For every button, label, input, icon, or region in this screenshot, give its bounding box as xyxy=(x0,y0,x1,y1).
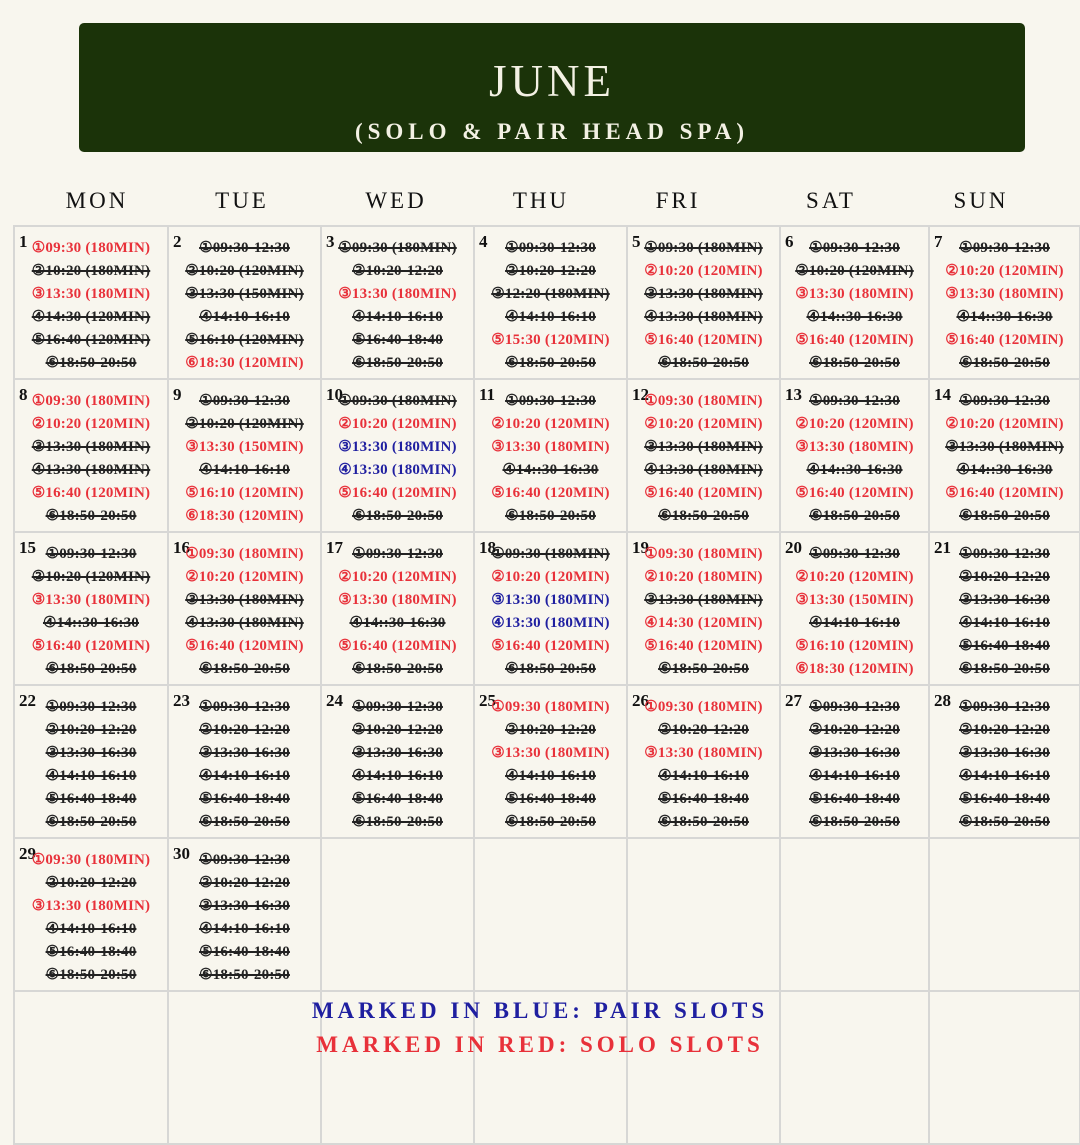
day-cell xyxy=(930,227,1079,378)
solo-slot[interactable]: ②10:20 (120MIN) xyxy=(31,416,151,432)
booked-slot: ④14:10-16:10 xyxy=(45,768,137,784)
slot-list xyxy=(15,543,167,681)
solo-slot[interactable]: ②10:20 (120MIN) xyxy=(491,416,610,432)
empty-cell xyxy=(930,839,1079,990)
solo-slot[interactable]: ③13:30 (180MIN) xyxy=(644,745,763,761)
day-cell xyxy=(169,533,320,684)
weekday-fri: FRI xyxy=(655,188,701,213)
booked-slot: ⑥18:50-20:50 xyxy=(959,661,1050,677)
solo-slot[interactable]: ⑤16:40 (120MIN) xyxy=(31,485,151,501)
booked-slot: ③13:30-16:30 xyxy=(199,898,290,914)
booked-slot: ④14::30-16:30 xyxy=(42,615,140,631)
booked-slot: ④14::30-16:30 xyxy=(806,462,903,478)
booked-slot: ⑥18:50-20:50 xyxy=(352,661,443,677)
day-number: 3 xyxy=(326,232,335,251)
day-number: 13 xyxy=(785,385,802,404)
booked-slot: ④14:10-16:10 xyxy=(199,462,290,478)
solo-slot[interactable]: ③13:30 (180MIN) xyxy=(338,286,457,302)
booked-slot: ①09:30-12:30 xyxy=(809,699,900,715)
slot-list xyxy=(475,696,626,834)
booked-slot: ⑥18:50-20:50 xyxy=(352,355,443,371)
booked-slot: ④14:10-16:10 xyxy=(505,309,596,325)
booked-slot: ⑥18:50-20:50 xyxy=(45,814,137,830)
slot-list xyxy=(169,849,320,987)
booked-slot: ①09:30-12:30 xyxy=(505,393,596,409)
booked-slot: ⑥18:50-20:50 xyxy=(199,967,290,983)
slot-list xyxy=(628,696,779,834)
solo-slot[interactable]: ⑤16:10 (120MIN) xyxy=(185,485,304,501)
month-title: JUNE xyxy=(489,56,615,106)
solo-slot[interactable]: ①09:30 (180MIN) xyxy=(185,546,304,562)
booked-slot: ③13:30-16:30 xyxy=(45,745,137,761)
slot-list xyxy=(475,543,626,681)
day-number: 23 xyxy=(173,691,190,710)
solo-slot[interactable]: ⑤16:40 (120MIN) xyxy=(644,332,763,348)
day-number: 27 xyxy=(785,691,802,710)
day-cell xyxy=(628,686,779,837)
booked-slot: ③13:30 (180MIN) xyxy=(644,439,763,455)
booked-slot: ③13:30 (180MIN) xyxy=(185,592,304,608)
booked-slot: ④13:30 (180MIN) xyxy=(185,615,304,631)
booked-slot: ①09:30 (180MIN) xyxy=(491,546,610,562)
booked-slot: ⑤16:40-18:40 xyxy=(505,791,596,807)
day-number: 25 xyxy=(479,691,496,710)
empty-cell xyxy=(628,839,779,990)
solo-slot[interactable]: ⑤16:40 (120MIN) xyxy=(644,485,763,501)
booked-slot: ①09:30-12:30 xyxy=(505,240,596,256)
booked-slot: ⑥18:50-20:50 xyxy=(809,814,900,830)
booked-slot: ②10:20-12:20 xyxy=(199,875,290,891)
day-number: 14 xyxy=(934,385,951,404)
solo-slot[interactable]: ⑤16:40 (120MIN) xyxy=(795,485,914,501)
day-cell xyxy=(15,227,167,378)
day-number: 21 xyxy=(934,538,951,557)
booked-slot: ①09:30 (180MIN) xyxy=(338,393,457,409)
slot-list xyxy=(15,696,167,834)
booked-slot: ⑥18:50-20:50 xyxy=(45,508,137,524)
slot-list xyxy=(781,237,928,375)
booked-slot: ⑥18:50-20:50 xyxy=(45,661,137,677)
solo-slot[interactable]: ②10:20 (120MIN) xyxy=(644,263,763,279)
day-number: 22 xyxy=(19,691,36,710)
title-banner xyxy=(79,23,1025,152)
solo-slot[interactable]: ②10:20 (120MIN) xyxy=(644,416,763,432)
solo-slot[interactable]: ⑤16:40 (120MIN) xyxy=(644,638,763,654)
solo-slot[interactable]: ③13:30 (150MIN) xyxy=(795,592,914,608)
solo-slot[interactable]: ③13:30 (180MIN) xyxy=(31,898,151,914)
booked-slot: ⑥18:50-20:50 xyxy=(505,508,596,524)
booked-slot: ①09:30-12:30 xyxy=(199,240,290,256)
booked-slot: ⑥18:50-20:50 xyxy=(959,355,1050,371)
day-cell xyxy=(169,227,320,378)
solo-slot[interactable]: ③13:30 (180MIN) xyxy=(491,745,610,761)
slot-list xyxy=(781,390,928,528)
solo-slot[interactable]: ①09:30 (180MIN) xyxy=(644,393,763,409)
booked-slot: ②10:20-12:20 xyxy=(959,722,1050,738)
day-cell xyxy=(781,533,928,684)
solo-slot[interactable]: ⑤16:40 (120MIN) xyxy=(185,638,304,654)
booked-slot: ⑤16:40-18:40 xyxy=(352,791,443,807)
empty-cell xyxy=(781,839,928,990)
booked-slot: ③13:30 (150MIN) xyxy=(185,286,304,302)
solo-slot[interactable]: ②10:20 (120MIN) xyxy=(491,569,610,585)
booked-slot: ②10:20 (120MIN) xyxy=(795,263,914,279)
slot-list xyxy=(781,543,928,681)
booked-slot: ④14::30-16:30 xyxy=(956,462,1053,478)
booked-slot: ②10:20-12:20 xyxy=(505,263,596,279)
day-cell xyxy=(628,380,779,531)
solo-slot[interactable]: ⑤15:30 (120MIN) xyxy=(491,332,610,348)
weekday-sun: SUN xyxy=(953,188,1009,213)
booked-slot: ①09:30-12:30 xyxy=(959,546,1050,562)
booked-slot: ⑥18:50-20:50 xyxy=(658,508,749,524)
booked-slot: ⑤16:40-18:40 xyxy=(199,944,290,960)
solo-slot[interactable]: ⑥18:30 (120MIN) xyxy=(185,508,304,524)
booked-slot: ⑥18:50-20:50 xyxy=(199,814,290,830)
empty-cell xyxy=(475,839,626,990)
solo-slot[interactable]: ②10:20 (120MIN) xyxy=(338,569,457,585)
booked-slot: ①09:30-12:30 xyxy=(199,393,290,409)
slot-list xyxy=(322,696,473,834)
day-cell xyxy=(628,227,779,378)
slot-list xyxy=(322,390,473,528)
day-cell xyxy=(930,380,1079,531)
day-cell xyxy=(628,533,779,684)
pair-slot[interactable]: ④13:30 (180MIN) xyxy=(338,462,457,478)
booked-slot: ⑥18:50-20:50 xyxy=(45,355,137,371)
solo-slot[interactable]: ③13:30 (180MIN) xyxy=(31,592,151,608)
solo-slot[interactable]: ②10:20 (180MIN) xyxy=(644,569,763,585)
weekday-mon: MON xyxy=(65,188,129,213)
slot-list xyxy=(322,237,473,375)
booked-slot: ①09:30-12:30 xyxy=(809,240,900,256)
booked-slot: ④13:30 (180MIN) xyxy=(644,462,763,478)
solo-slot[interactable]: ③13:30 (180MIN) xyxy=(338,592,457,608)
booked-slot: ⑥18:50-20:50 xyxy=(658,814,749,830)
day-number: 17 xyxy=(326,538,343,557)
day-cell xyxy=(322,380,473,531)
day-cell xyxy=(475,686,626,837)
booked-slot: ②10:20 (120MIN) xyxy=(31,569,151,585)
booked-slot: ⑥18:50-20:50 xyxy=(352,508,443,524)
booked-slot: ①09:30-12:30 xyxy=(45,699,137,715)
booked-slot: ②10:20 (120MIN) xyxy=(185,416,304,432)
booked-slot: ⑥18:50-20:50 xyxy=(45,967,137,983)
slot-list xyxy=(322,543,473,681)
day-number: 30 xyxy=(173,844,190,863)
day-number: 18 xyxy=(479,538,496,557)
day-number: 29 xyxy=(19,844,36,863)
solo-slot[interactable]: ②10:20 (120MIN) xyxy=(795,416,914,432)
day-number: 5 xyxy=(632,232,641,251)
solo-slot[interactable]: ⑤16:40 (120MIN) xyxy=(491,485,610,501)
booked-slot: ①09:30-12:30 xyxy=(45,546,137,562)
day-cell xyxy=(322,686,473,837)
legend-solo: MARKED IN RED: SOLO SLOTS xyxy=(316,1032,764,1057)
day-cell xyxy=(930,533,1079,684)
booked-slot: ②10:20-12:20 xyxy=(199,722,290,738)
weekday-sat: SAT xyxy=(806,188,856,213)
booked-slot: ③12:20 (180MIN) xyxy=(491,286,610,302)
slot-list xyxy=(475,237,626,375)
day-number: 1 xyxy=(19,232,28,251)
booked-slot: ①09:30-12:30 xyxy=(959,699,1050,715)
booked-slot: ④13:30 (180MIN) xyxy=(644,309,763,325)
booked-slot: ⑤16:40-18:40 xyxy=(809,791,900,807)
booked-slot: ⑤16:10 (120MIN) xyxy=(185,332,304,348)
solo-slot[interactable]: ⑤16:40 (120MIN) xyxy=(31,638,151,654)
solo-slot[interactable]: ②10:20 (120MIN) xyxy=(945,263,1064,279)
booked-slot: ⑥18:50-20:50 xyxy=(505,355,596,371)
solo-slot[interactable]: ⑤16:10 (120MIN) xyxy=(795,638,914,654)
booked-slot: ⑥18:50-20:50 xyxy=(959,814,1050,830)
weekday-wed: WED xyxy=(365,188,427,213)
slot-list xyxy=(628,390,779,528)
booked-slot: ②10:20 (120MIN) xyxy=(185,263,304,279)
booked-slot: ④14:10-16:10 xyxy=(809,768,900,784)
booked-slot: ④14:10-16:10 xyxy=(658,768,749,784)
solo-slot[interactable]: ②10:20 (120MIN) xyxy=(795,569,914,585)
booked-slot: ①09:30-12:30 xyxy=(959,393,1050,409)
booked-slot: ④14:10-16:10 xyxy=(959,768,1050,784)
day-number: 12 xyxy=(632,385,649,404)
slot-list xyxy=(15,849,167,987)
solo-slot[interactable]: ③13:30 (180MIN) xyxy=(491,439,610,455)
solo-slot[interactable]: ③13:30 (180MIN) xyxy=(945,286,1064,302)
booked-slot: ③13:30-16:30 xyxy=(352,745,443,761)
day-cell xyxy=(15,686,167,837)
booked-slot: ⑥18:50-20:50 xyxy=(658,355,749,371)
booked-slot: ③13:30-16:30 xyxy=(809,745,900,761)
day-number: 19 xyxy=(632,538,649,557)
slot-list xyxy=(930,237,1079,375)
booked-slot: ③13:30-16:30 xyxy=(959,745,1050,761)
slot-list xyxy=(628,237,779,375)
solo-slot[interactable]: ③13:30 (150MIN) xyxy=(185,439,304,455)
booked-slot: ⑤16:40-18:40 xyxy=(658,791,749,807)
booked-slot: ④14::30-16:30 xyxy=(349,615,446,631)
booked-slot: ②10:20-12:20 xyxy=(959,569,1050,585)
booked-slot: ③13:30 (180MIN) xyxy=(644,592,763,608)
day-number: 10 xyxy=(326,385,343,404)
solo-slot[interactable]: ①09:30 (180MIN) xyxy=(644,699,763,715)
day-number: 16 xyxy=(173,538,190,557)
booked-slot: ②10:20-12:20 xyxy=(505,722,596,738)
solo-slot[interactable]: ①09:30 (180MIN) xyxy=(491,699,610,715)
booked-slot: ④14:10-16:10 xyxy=(45,921,137,937)
booked-slot: ①09:30-12:30 xyxy=(809,546,900,562)
booked-slot: ④14::30-16:30 xyxy=(502,462,599,478)
day-cell xyxy=(15,533,167,684)
slot-list xyxy=(930,696,1079,834)
booked-slot: ①09:30-12:30 xyxy=(199,852,290,868)
booked-slot: ③13:30 (180MIN) xyxy=(945,439,1064,455)
booked-slot: ②10:20-12:20 xyxy=(352,263,443,279)
day-number: 11 xyxy=(479,385,496,404)
booked-slot: ③13:30-16:30 xyxy=(199,745,290,761)
slot-list xyxy=(475,390,626,528)
day-cell xyxy=(781,686,928,837)
booked-slot: ③13:30 (180MIN) xyxy=(644,286,763,302)
booked-slot: ③13:30 (180MIN) xyxy=(31,439,151,455)
solo-slot[interactable]: ②10:20 (120MIN) xyxy=(185,569,304,585)
booked-slot: ⑤16:40 (120MIN) xyxy=(31,332,151,348)
booked-slot: ①09:30-12:30 xyxy=(199,699,290,715)
day-cell xyxy=(15,839,167,990)
day-cell xyxy=(322,533,473,684)
booked-slot: ④13:30 (180MIN) xyxy=(31,462,151,478)
pair-slot[interactable]: ③13:30 (180MIN) xyxy=(491,592,610,608)
booked-slot: ①09:30 (180MIN) xyxy=(644,240,763,256)
schedule-subtitle: (SOLO & PAIR HEAD SPA) xyxy=(354,119,750,144)
day-number: 7 xyxy=(934,232,943,251)
day-cell xyxy=(781,380,928,531)
day-cell xyxy=(475,380,626,531)
weekday-tue: TUE xyxy=(215,188,269,213)
day-cell xyxy=(322,227,473,378)
day-number: 15 xyxy=(19,538,36,557)
booked-slot: ④14:30 (120MIN) xyxy=(31,309,151,325)
solo-slot[interactable]: ①09:30 (180MIN) xyxy=(644,546,763,562)
booked-slot: ⑥18:50-20:50 xyxy=(505,814,596,830)
slot-list xyxy=(169,543,320,681)
day-cell xyxy=(930,686,1079,837)
solo-slot[interactable]: ③13:30 (180MIN) xyxy=(31,286,151,302)
booked-slot: ⑤16:40-18:40 xyxy=(199,791,290,807)
booked-slot: ②10:20 (180MIN) xyxy=(31,263,151,279)
slot-list xyxy=(628,543,779,681)
day-cell xyxy=(169,839,320,990)
booked-slot: ②10:20-12:20 xyxy=(352,722,443,738)
solo-slot[interactable]: ①09:30 (180MIN) xyxy=(31,393,151,409)
solo-slot[interactable]: ⑤16:40 (120MIN) xyxy=(795,332,914,348)
booked-slot: ①09:30 (180MIN) xyxy=(338,240,457,256)
slot-list xyxy=(169,390,320,528)
day-cell xyxy=(475,227,626,378)
day-number: 4 xyxy=(479,232,488,251)
slot-list xyxy=(15,390,167,528)
solo-slot[interactable]: ②10:20 (120MIN) xyxy=(338,416,457,432)
day-number: 8 xyxy=(19,385,28,404)
booked-slot: ⑥18:50-20:50 xyxy=(352,814,443,830)
day-cell xyxy=(15,380,167,531)
solo-slot[interactable]: ③13:30 (180MIN) xyxy=(795,286,914,302)
day-cell xyxy=(781,227,928,378)
day-cell xyxy=(475,533,626,684)
booked-slot: ④14:10-16:10 xyxy=(199,921,290,937)
weekday-thu: THU xyxy=(512,188,570,213)
day-number: 2 xyxy=(173,232,182,251)
day-number: 6 xyxy=(785,232,794,251)
booked-slot: ⑥18:50-20:50 xyxy=(199,661,290,677)
booked-slot: ①09:30-12:30 xyxy=(352,546,443,562)
day-number: 9 xyxy=(173,385,182,404)
day-cell xyxy=(169,380,320,531)
booked-slot: ⑤16:40-18:40 xyxy=(959,791,1050,807)
booked-slot: ④14:10-16:10 xyxy=(352,309,443,325)
solo-slot[interactable]: ①09:30 (180MIN) xyxy=(31,240,151,256)
solo-slot[interactable]: ⑤16:40 (120MIN) xyxy=(338,485,457,501)
booked-slot: ④14:10-16:10 xyxy=(352,768,443,784)
slot-list xyxy=(781,696,928,834)
booked-slot: ⑥18:50-20:50 xyxy=(809,508,900,524)
legend-pair: MARKED IN BLUE: PAIR SLOTS xyxy=(311,998,769,1023)
booked-slot: ④14:10-16:10 xyxy=(199,309,290,325)
solo-slot[interactable]: ②10:20 (120MIN) xyxy=(945,416,1064,432)
pair-slot[interactable]: ③13:30 (180MIN) xyxy=(338,439,457,455)
booked-slot: ④14:10-16:10 xyxy=(959,615,1050,631)
solo-slot[interactable]: ⑤16:40 (120MIN) xyxy=(945,485,1064,501)
booked-slot: ④14::30-16:30 xyxy=(956,309,1053,325)
booked-slot: ①09:30-12:30 xyxy=(959,240,1050,256)
booked-slot: ⑤16:40-18:40 xyxy=(45,791,137,807)
day-number: 20 xyxy=(785,538,802,557)
booked-slot: ④14:10-16:10 xyxy=(505,768,596,784)
solo-slot[interactable]: ⑤16:40 (120MIN) xyxy=(491,638,610,654)
solo-slot[interactable]: ④14:30 (120MIN) xyxy=(644,615,763,631)
booked-slot: ④14:10-16:10 xyxy=(199,768,290,784)
booked-slot: ④14:10-16:10 xyxy=(809,615,900,631)
booked-slot: ①09:30-12:30 xyxy=(352,699,443,715)
slot-list xyxy=(15,237,167,375)
booked-slot: ⑤16:40-18:40 xyxy=(352,332,443,348)
solo-slot[interactable]: ⑤16:40 (120MIN) xyxy=(945,332,1064,348)
booked-slot: ①09:30-12:30 xyxy=(809,393,900,409)
slot-list xyxy=(169,237,320,375)
booked-slot: ⑤16:40-18:40 xyxy=(959,638,1050,654)
booked-slot: ②10:20-12:20 xyxy=(658,722,749,738)
solo-slot[interactable]: ⑤16:40 (120MIN) xyxy=(338,638,457,654)
slot-list xyxy=(930,543,1079,681)
day-number: 24 xyxy=(326,691,343,710)
empty-cell xyxy=(322,839,473,990)
solo-slot[interactable]: ⑥18:30 (120MIN) xyxy=(795,661,914,677)
day-cell xyxy=(169,686,320,837)
booked-slot: ⑥18:50-20:50 xyxy=(959,508,1050,524)
booked-slot: ②10:20-12:20 xyxy=(809,722,900,738)
slot-list xyxy=(930,390,1079,528)
booked-slot: ⑥18:50-20:50 xyxy=(658,661,749,677)
booked-slot: ④14::30-16:30 xyxy=(806,309,903,325)
solo-slot[interactable]: ③13:30 (180MIN) xyxy=(795,439,914,455)
pair-slot[interactable]: ④13:30 (180MIN) xyxy=(491,615,610,631)
booked-slot: ②10:20-12:20 xyxy=(45,875,137,891)
booked-slot: ②10:20-12:20 xyxy=(45,722,137,738)
solo-slot[interactable]: ⑥18:30 (120MIN) xyxy=(185,355,304,371)
booked-slot: ③13:30-16:30 xyxy=(959,592,1050,608)
day-number: 26 xyxy=(632,691,649,710)
day-number: 28 xyxy=(934,691,951,710)
slot-list xyxy=(169,696,320,834)
booked-slot: ⑥18:50-20:50 xyxy=(809,355,900,371)
solo-slot[interactable]: ①09:30 (180MIN) xyxy=(31,852,151,868)
booked-slot: ⑥18:50-20:50 xyxy=(505,661,596,677)
booked-slot: ⑤16:40-18:40 xyxy=(45,944,137,960)
